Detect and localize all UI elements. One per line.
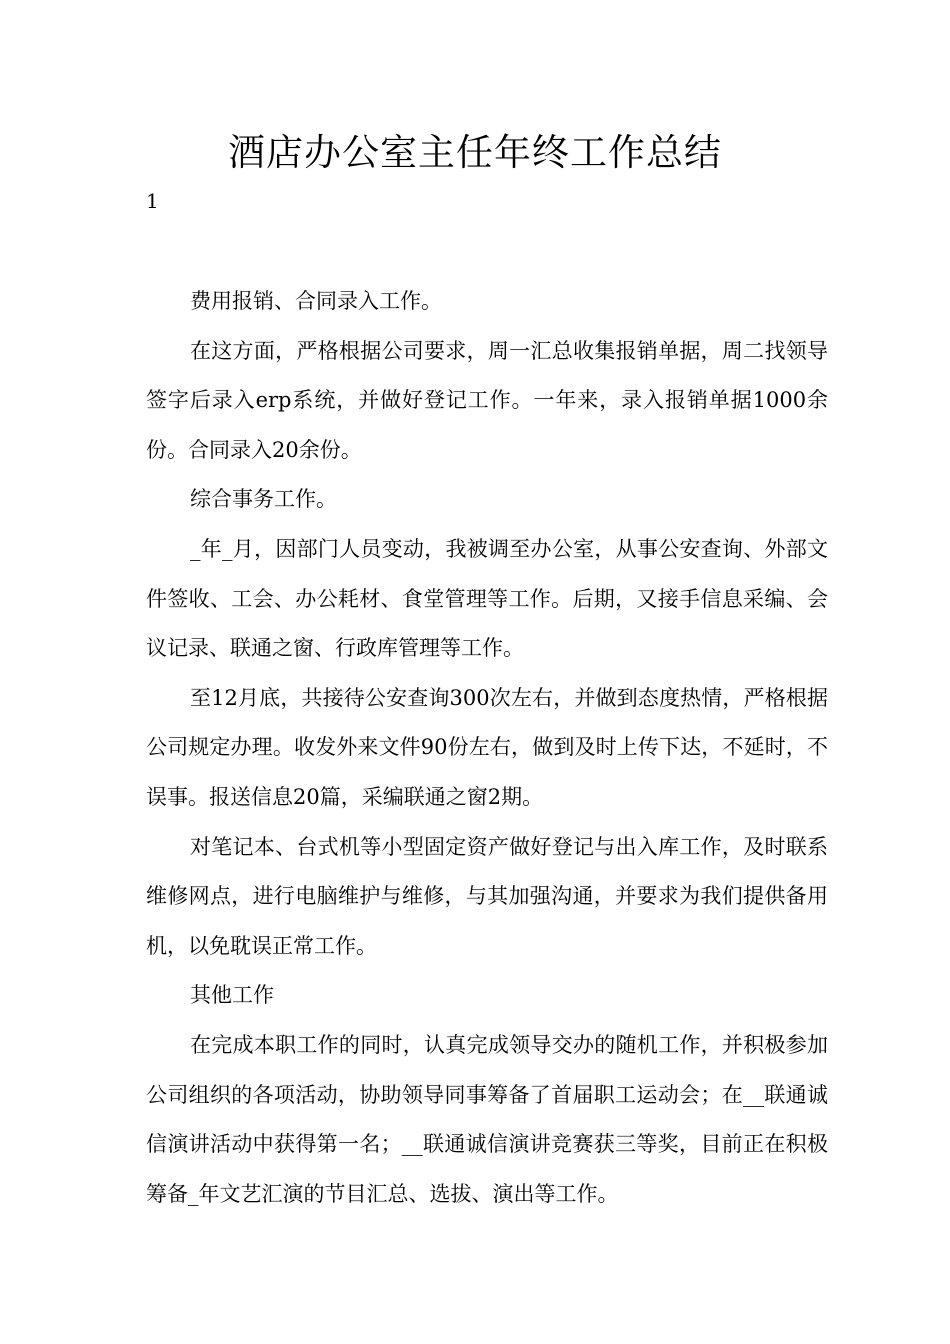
paragraph-expense-heading: 费用报销、合同录入工作。 <box>190 289 442 313</box>
document-body <box>146 277 828 1219</box>
paragraph-assets: 对笔记本、台式机等小型固定资产做好登记与出入库工作，及时联系维修网点，进行电脑维护与维修，与其加强沟通，并要求为我们提供备用机，以免耽误正常工作。 <box>146 834 828 958</box>
paragraph-general-detail: _年_月，因部门人员变动，我被调至办公室，从事公安查询、外部文件签收、工会、办公耗材、食堂管理等工作。后期，又接手信息采编、会议记录、联通之窗、行政库管理等工作。 <box>146 536 828 661</box>
paragraph-general-heading: 综合事务工作。 <box>190 487 337 512</box>
document-title: 酒店办公室主任年终工作总结 <box>228 131 722 174</box>
paragraph-expense-detail: 在这方面，严格根据公司要求，周一汇总收集报销单据，周二找领导签字后录入erp系统，并做好登记工作。一年来，录入报销单据1000余份。合同录入20余份。 <box>146 338 828 462</box>
paragraph-other-heading: 其他工作 <box>190 983 274 1008</box>
paragraph-statistics: 至12月底，共接待公安查询300次左右，并做到态度热情，严格根据公司规定办理。收发外来文件90份左右，做到及时上传下达，不延时，不误事。报送信息20篇，采编联通之窗2期。 <box>146 685 828 809</box>
page-number: 1 <box>146 189 159 213</box>
paragraph-other-detail: 在完成本职工作的同时，认真完成领导交办的随机工作，并积极参加公司组织的各项活动，协助领导同事筹备了首届职工运动会；在__联通诚信演讲活动中获得第一名；__联通诚信演讲竞赛获三等奖，目前正在积极筹备_年文艺汇演的节目汇总、选拔、演出等工作。 <box>146 1032 828 1206</box>
